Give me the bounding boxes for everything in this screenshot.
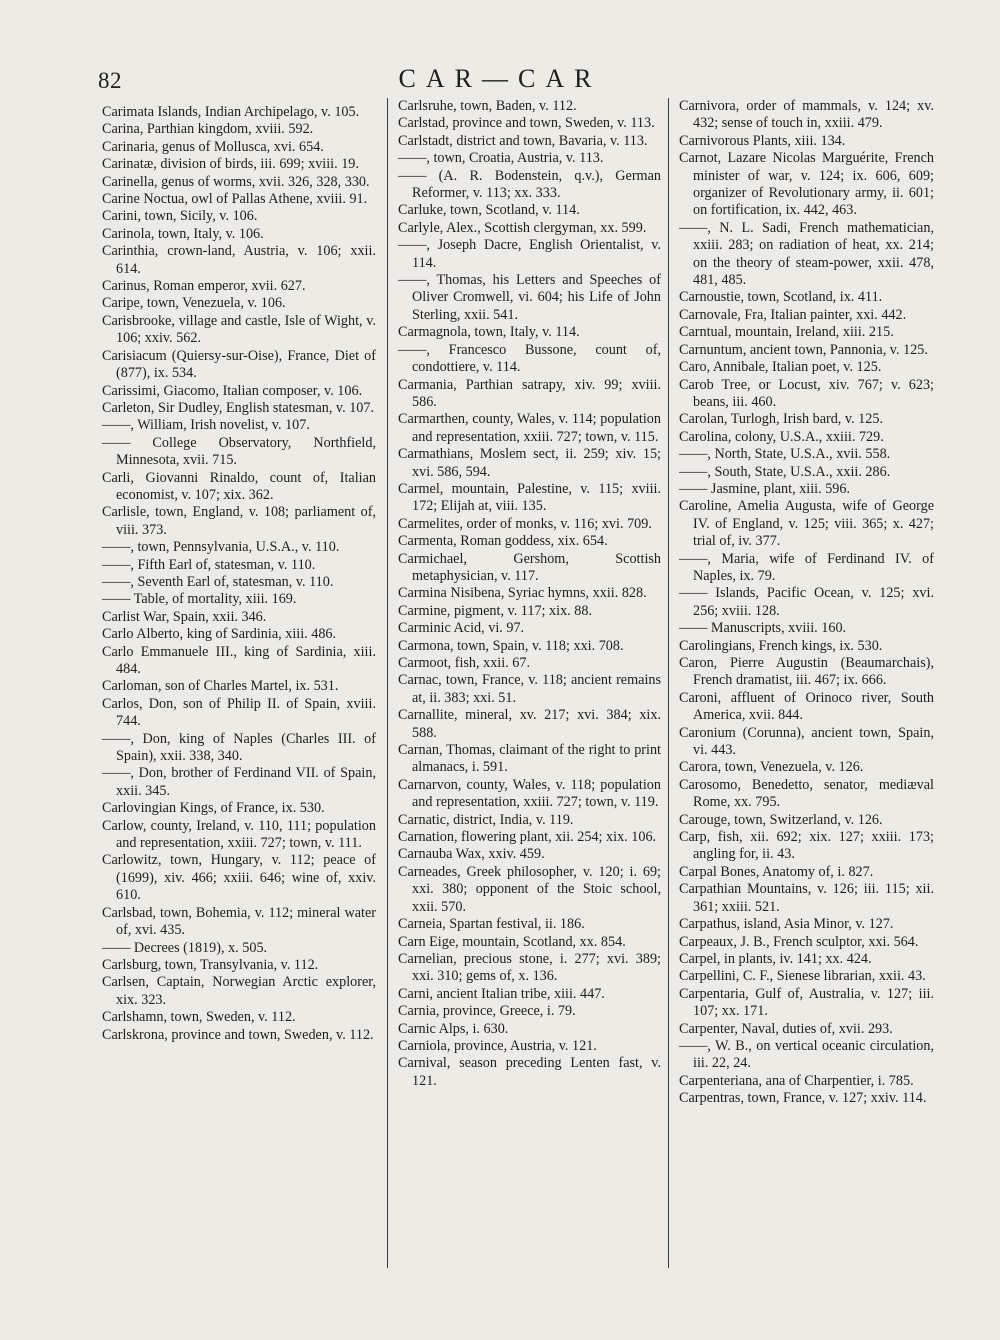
index-entry: Carolan, Turlogh, Irish bard, v. 125. [679,411,883,428]
index-entry: Carinaria, genus of Mollusca, xvi. 654. [102,138,324,155]
index-entry: ——, Fifth Earl of, statesman, v. 110. [102,556,316,573]
index-entry: Carora, town, Venezuela, v. 126. [679,759,864,776]
index-entry: Caron, Pierre Augustin (Beaumarchais), French dramatist, iii. 467; ix. 666. [679,655,934,689]
index-entry: Carnot, Lazare Nicolas Marguérite, French minister of war, v. 124; ix. 606, 609; organizer of Revolutionary army, ii. 601; on fortification, ix. 442, 463. [679,150,934,219]
index-entry: Carnoustie, town, Scotland, ix. 411. [679,289,883,306]
index-entry: Carpellini, C. F., Sienese librarian, xxii. 43. [679,968,926,985]
index-entry: Carnan, Thomas, claimant of the right to print almanacs, i. 591. [398,742,661,776]
index-entry: Carlo Emmanuele III., king of Sardinia, xiii. 484. [102,643,376,677]
index-entry: Caroline, Amelia Augusta, wife of George IV. of England, v. 125; viii. 365; x. 427; trial of, iv. 377. [679,498,934,550]
index-entry: ——, William, Irish novelist, v. 107. [102,417,310,434]
index-entry: Carnia, province, Greece, i. 79. [398,1003,576,1020]
index-entry: Carnovale, Fra, Italian painter, xxi. 442. [679,306,907,323]
index-entry: Carlshamn, town, Sweden, v. 112. [102,1009,296,1026]
index-entry: ——, South, State, U.S.A., xxii. 286. [679,463,891,480]
index-entry: ——, Maria, wife of Ferdinand IV. of Naples, ix. 79. [679,550,934,584]
index-entry: Caroni, affluent of Orinoco river, South America, xvii. 844. [679,689,934,724]
index-entry: Carolingians, French kings, ix. 530. [679,637,883,654]
index-entry: Carnarvon, county, Wales, v. 118; population and representation, xxiii. 727; town, v. 119. [398,776,661,811]
index-entry: Carp, fish, xii. 692; xix. 127; xxiii. 173; angling for, ii. 43. [679,829,934,863]
index-entry: Carni, ancient Italian tribe, xiii. 447. [398,985,605,1002]
index-entry: Carloman, son of Charles Martel, ix. 531. [102,678,339,695]
index-entry: Carnuntum, ancient town, Pannonia, v. 125. [679,341,928,358]
index-entry: Carinola, town, Italy, v. 106. [102,225,264,242]
index-entry: Carpathian Mountains, v. 126; iii. 115; xii. 361; xxiii. 521. [679,881,934,915]
index-entry: Carpeaux, J. B., French sculptor, xxi. 564. [679,933,919,950]
index-entry: ——, Seventh Earl of, statesman, v. 110. [102,573,334,590]
index-entry: ——, Don, king of Naples (Charles III. of Spain), xxii. 338, 340. [102,730,376,765]
index-entry: Carnival, season preceding Lenten fast, v. 121. [398,1055,661,1089]
index-entry: Carlowitz, town, Hungary, v. 112; peace of (1699), xiv. 466; xxiii. 646; wine of, xxiv. 610. [102,852,376,904]
index-entry: Carlsruhe, town, Baden, v. 112. [398,98,577,114]
index-entry: Carleton, Sir Dudley, English statesman, v. 107. [102,399,375,416]
index-entry: —— Manuscripts, xviii. 160. [679,620,847,637]
index-entry: —— Jasmine, plant, xiii. 596. [679,480,851,497]
index-entry: ——, Don, brother of Ferdinand VII. of Spain, xxii. 345. [102,765,376,799]
index-column-3 [668,98,934,1268]
index-entry: ——, Thomas, his Letters and Speeches of Oliver Cromwell, vi. 604; his Life of John Sterling, xxii. 541. [398,272,661,323]
index-entry: Carlsburg, town, Transylvania, v. 112. [102,956,319,973]
index-entry: Caripe, town, Venezuela, v. 106. [102,295,286,312]
index-entry: Carimata Islands, Indian Archipelago, v. 105. [102,104,360,120]
index-entry: ——, N. L. Sadi, French mathematician, xxiii. 283; on radiation of heat, xx. 214; on the theory of steam-power, xxii. 478, 481, 485. [679,219,934,289]
index-entry: Carnic Alps, i. 630. [398,1020,509,1037]
index-entry: Carpentras, town, France, v. 127; xxiv. 114. [679,1090,927,1107]
index-entry: Carob Tree, or Locust, xiv. 767; v. 623; beans, iii. 460. [679,376,934,410]
index-entry: Carmina Nisibena, Syriac hymns, xxii. 828. [398,585,647,602]
index-entry: —— Islands, Pacific Ocean, v. 125; xvi. 256; xviii. 128. [679,585,934,619]
index-entry: Carinatæ, division of birds, iii. 699; xviii. 19. [102,156,359,173]
index-entry: Caronium (Corunna), ancient town, Spain, vi. 443. [679,724,934,759]
index-entry: Carmelites, order of monks, v. 116; xvi. 709. [398,515,652,532]
index-entry: Carouge, town, Switzerland, v. 126. [679,811,883,828]
index-entry: Carmoot, fish, xxii. 67. [398,655,531,671]
index-entry: Carolina, colony, U.S.A., xxiii. 729. [679,428,884,445]
index-entry: Carmagnola, town, Italy, v. 114. [398,324,580,341]
index-entry: Carmel, mountain, Palestine, v. 115; xviii. 172; Elijah at, viii. 135. [398,480,661,515]
index-entry: Carmathians, Moslem sect, ii. 259; xiv. 15; xvi. 586, 594. [398,446,661,480]
index-entry: Caro, Annibale, Italian poet, v. 125. [679,359,882,376]
index-entry: ——, North, State, U.S.A., xvii. 558. [679,446,891,463]
index-entry: Carine Noctua, owl of Pallas Athene, xviii. 91. [102,191,368,208]
index-entry: Carlisle, town, England, v. 108; parliament of, viii. 373. [102,504,376,538]
index-entry: Carnauba Wax, xxiv. 459. [398,846,545,863]
index-entry: Carlskrona, province and town, Sweden, v. 112. [102,1026,374,1043]
index-entry: Carneades, Greek philosopher, v. 120; i. 69; xxi. 380; opponent of the Stoic school, xxii. 570. [398,863,661,915]
index-entry: Carpentaria, Gulf of, Australia, v. 127; iii. 107; xx. 171. [679,985,934,1020]
index-entry: Carnatic, district, India, v. 119. [398,811,574,828]
index-entry: Carlist War, Spain, xxii. 346. [102,608,267,625]
index-entry: Carnation, flowering plant, xii. 254; xix. 106. [398,829,657,846]
index-entry: —— (A. R. Bodenstein, q.v.), German Reformer, v. 113; xx. 333. [398,167,661,202]
index-entry: Carisiacum (Quiersy-sur-Oise), France, Diet of (877), ix. 534. [102,347,376,382]
index-entry: Carniola, province, Austria, v. 121. [398,1037,597,1054]
index-entry: Carinella, genus of worms, xvii. 326, 328, 330. [102,173,370,190]
index-entry: Carnallite, mineral, xv. 217; xvi. 384; xix. 588. [398,707,661,741]
index-entry: Carlos, Don, son of Philip II. of Spain, xviii. 744. [102,695,376,730]
index-entry: Carmichael, Gershom, Scottish metaphysician, v. 117. [398,550,661,584]
index-entry: —— College Observatory, Northfield, Minnesota, xvii. 715. [102,434,376,469]
index-entry: Carlsen, Captain, Norwegian Arctic explorer, xix. 323. [102,974,376,1008]
index-entry: Carn Eige, mountain, Scotland, xx. 854. [398,933,626,950]
index-entry: Carlow, county, Ireland, v. 110, 111; population and representation, xxiii. 727; town, v. 111. [102,817,376,852]
index-entry: Carnivorous Plants, xiii. 134. [679,132,846,149]
index-entry: Carlo Alberto, king of Sardinia, xiii. 486. [102,626,337,643]
index-entry: Carmenta, Roman goddess, xix. 654. [398,533,608,550]
index-entry: Carina, Parthian kingdom, xviii. 592. [102,121,314,138]
index-entry: Carmine, pigment, v. 117; xix. 88. [398,602,593,619]
index-entry: ——, town, Pennsylvania, U.S.A., v. 110. [102,539,340,556]
index-entry: Carini, town, Sicily, v. 106. [102,208,258,225]
index-entry: ——, town, Croatia, Austria, v. 113. [398,150,604,167]
index-entry: Carnelian, precious stone, i. 277; xvi. 389; xxi. 310; gems of, x. 136. [398,950,661,985]
index-entry: Carisbrooke, village and castle, Isle of Wight, v. 106; xxiv. 562. [102,312,376,347]
index-entry: —— Table, of mortality, xiii. 169. [102,591,297,608]
index-entry: Carmarthen, county, Wales, v. 114; population and representation, xxiii. 727; town, v. 115. [398,411,661,445]
index-entry: Carli, Giovanni Rinaldo, count of, Italian economist, v. 107; xix. 362. [102,469,376,503]
running-head: CAR—CAR [398,64,602,93]
index-entry: Carinthia, crown-land, Austria, v. 106; xxii. 614. [102,243,376,277]
index-entry: Carnivora, order of mammals, v. 124; xv. 432; sense of touch in, xxiii. 479. [679,98,934,132]
page-number: 82 [98,68,122,93]
index-entry: —— Decrees (1819), x. 505. [102,939,268,956]
index-entry: Carlstadt, district and town, Bavaria, v. 113. [398,132,648,149]
index-entry: ——, Joseph Dacre, English Orientalist, v. 114. [398,237,661,271]
index-entry: Carpal Bones, Anatomy of, i. 827. [679,863,874,880]
index-entry: Carntual, mountain, Ireland, xiii. 215. [679,324,894,341]
index-entry: Carlstad, province and town, Sweden, v. 113. [398,115,655,132]
index-entry: Carlyle, Alex., Scottish clergyman, xx. 599. [398,219,647,236]
index-entry: Carluke, town, Scotland, v. 114. [398,202,580,219]
index-entry: Carlovingian Kings, of France, ix. 530. [102,800,325,817]
index-entry: Carpenter, Naval, duties of, xvii. 293. [679,1020,893,1037]
index-entry: ——, Francesco Bussone, count of, condottiere, v. 114. [398,341,661,376]
index-entry: Carnac, town, France, v. 118; ancient remains at, ii. 383; xxi. 51. [398,672,661,706]
index-entry: Carpathus, island, Asia Minor, v. 127. [679,916,894,933]
index-entry: ——, W. B., on vertical oceanic circulation, iii. 22, 24. [679,1037,934,1072]
index-entry: Carmona, town, Spain, v. 118; xxi. 708. [398,637,624,654]
index-entry: Carissimi, Giacomo, Italian composer, v. 106. [102,382,363,399]
index-entry: Carneia, Spartan festival, ii. 186. [398,916,585,933]
index-entry: Carminic Acid, vi. 97. [398,620,525,637]
index-entry: Carosomo, Benedetto, senator, mediæval Rome, xx. 795. [679,776,934,811]
index-entry: Carpel, in plants, iv. 141; xx. 424. [679,950,872,967]
index-entry: Carmania, Parthian satrapy, xiv. 99; xviii. 586. [398,376,661,410]
index-column-2 [387,98,661,1268]
index-entry: Carlsbad, town, Bohemia, v. 112; mineral water of, xvi. 435. [102,904,376,939]
index-entry: Carinus, Roman emperor, xvii. 627. [102,278,306,295]
index-column-1 [102,104,376,1044]
index-entry: Carpenteriana, ana of Charpentier, i. 785. [679,1072,914,1089]
